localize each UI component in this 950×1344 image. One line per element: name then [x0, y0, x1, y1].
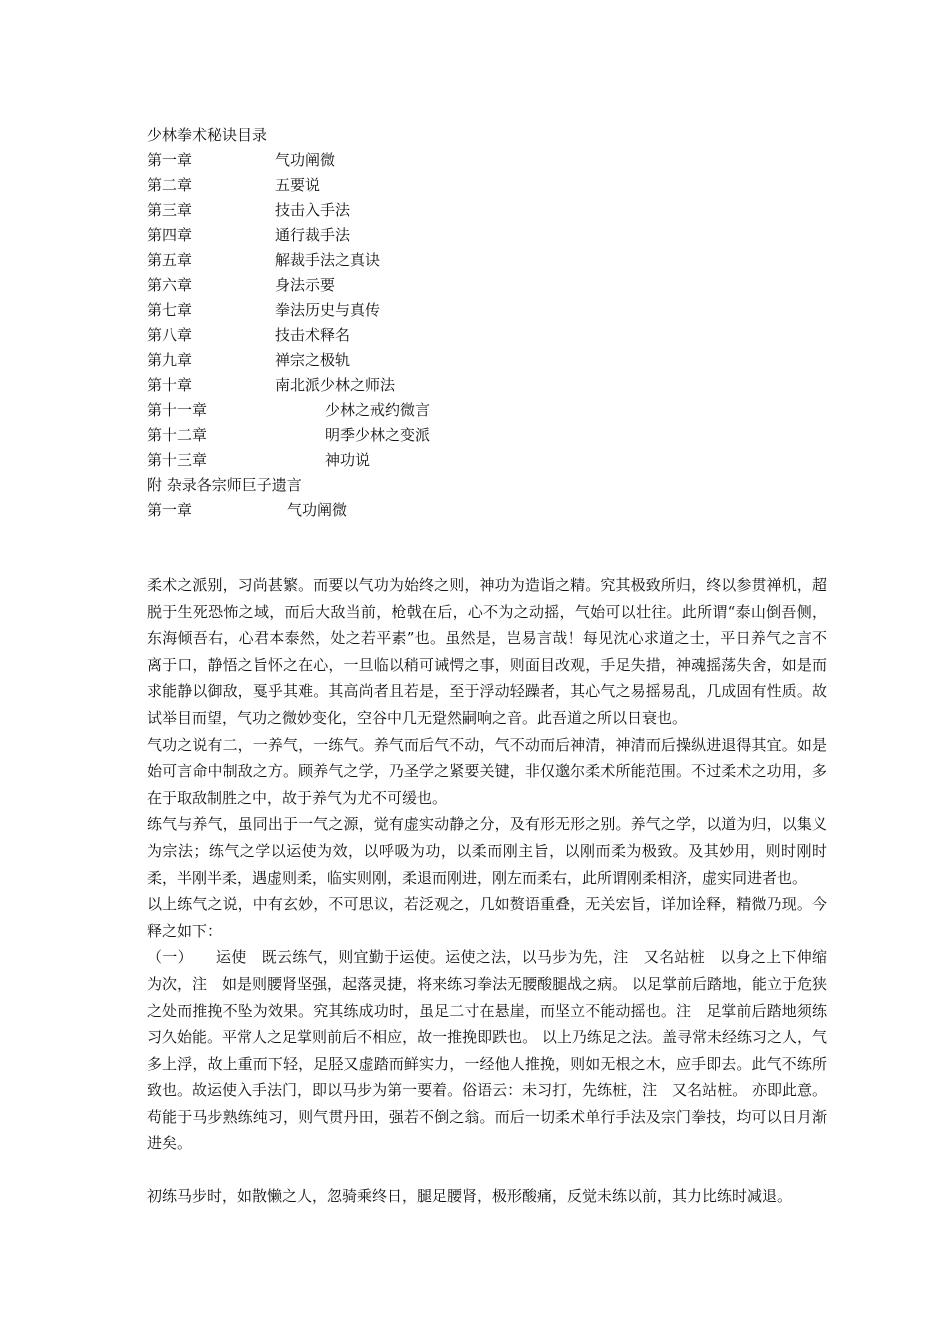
- toc-chapter-title: 少林之戒约微言: [325, 401, 431, 419]
- body-paragraph: 初练马步时，如散懒之人，忽骑乘终日，腿足腰肾，极形酸痛，反觉未练以前，其力比练时减退。: [147, 1187, 793, 1206]
- toc-entry: [147, 173, 747, 198]
- toc-entry: [147, 273, 747, 298]
- toc-chapter-number: 第六章: [147, 276, 193, 294]
- toc-chapter-number: 第一章: [147, 151, 193, 169]
- toc-entry: [147, 348, 747, 373]
- toc-entry: [147, 423, 747, 448]
- body-paragraph: 气功之说有二，一养气，一练气。养气而后气不动，气不动而后神清，神清而后操纵进退得其宜。如是始可言命中制敌之方。顾养气之学，乃圣学之紧要关键，非仅邈尔柔术所能范围。不过柔术之功用，多在于取敌制胜之中，故于养气为尤不可缓也。: [147, 735, 827, 807]
- toc-chapter-title: 技击术释名: [275, 326, 351, 344]
- table-of-contents: [147, 148, 747, 473]
- toc-entry: [147, 148, 747, 173]
- toc-entry: [147, 373, 747, 398]
- chapter-heading: [147, 498, 747, 523]
- chapter-heading-number: 第一章: [147, 501, 193, 519]
- toc-chapter-number: 第二章: [147, 176, 193, 194]
- toc-chapter-number: 第九章: [147, 351, 193, 369]
- toc-appendix: 附 杂录各宗师巨子遗言: [147, 476, 302, 494]
- toc-chapter-number: 第三章: [147, 201, 193, 219]
- toc-chapter-title: 明季少林之变派: [325, 426, 431, 444]
- toc-entry: [147, 248, 747, 273]
- body-paragraph: 练气与养气，虽同出于一气之源，觉有虚实动静之分，及有形无形之别。养气之学，以道为归，以集义为宗法；练气之学以运使为效，以呼吸为功，以柔而刚主旨，以刚而柔为极致。及其妙用，则时刚时柔，半刚半柔，遇虚则柔，临实则刚，柔退而刚进，刚左而柔右，此所谓刚柔相济，虚实同进者也。: [147, 815, 827, 887]
- chapter-heading-title: 气功阐微: [287, 501, 348, 519]
- toc-entry: [147, 198, 747, 223]
- toc-chapter-title: 南北派少林之师法: [275, 376, 396, 394]
- toc-chapter-number: 第四章: [147, 226, 193, 244]
- toc-chapter-title: 技击入手法: [275, 201, 351, 219]
- toc-chapter-title: 通行裁手法: [275, 226, 351, 244]
- toc-chapter-title: 五要说: [275, 176, 321, 194]
- toc-entry: [147, 298, 747, 323]
- toc-title: 少林拳术秘诀目录: [147, 126, 268, 144]
- toc-chapter-number: 第八章: [147, 326, 193, 344]
- toc-entry: [147, 323, 747, 348]
- toc-entry: [147, 398, 747, 423]
- toc-entry: [147, 448, 747, 473]
- toc-chapter-title: 解裁手法之真诀: [275, 251, 381, 269]
- toc-chapter-number: 第十三章: [147, 451, 208, 469]
- chapter-body: [147, 572, 827, 1210]
- toc-entry: [147, 223, 747, 248]
- body-paragraph: （一） 运使 既云练气，则宜勤于运使。运使之法，以马步为先，注 又名站桩 以身之上下伸缩为次，注 如是则腰肾坚强，起落灵捷，将来练习拳法无腰酸腿战之病。 以足掌前后踏地，能立于危狭之处而推挽不坠为效果。究其练成功时，虽足二寸在悬崖，而坚立不能动摇也。注 足掌前后踏地须练习久始能。平常人之足掌则前后不相应，故一推挽即跌也。 以上乃练足之法。盖寻常未经练习之人，气多上浮，故上重而下轻，足胫又虚踏而鲜实力，一经他人推挽，则如无根之木，应手即去。此气不练所致也。故运使入手法门，即以马步为第一要着。俗语云：未习打，先练桩，注 又名站桩。 亦即此意。苟能于马步熟练纯习，则气贯丹田，强若不倒之翁。而后一切柔术单行手法及宗门拳技，均可以日月渐进矣。: [147, 948, 827, 1153]
- toc-chapter-number: 第十章: [147, 376, 193, 394]
- body-paragraph: 以上练气之说，中有玄妙，不可思议，若泛观之，几如赘语重叠，无关宏旨，详加诠释，精微乃现。今释之如下：: [147, 895, 827, 940]
- toc-chapter-title: 气功阐微: [275, 151, 336, 169]
- toc-chapter-number: 第十一章: [147, 401, 208, 419]
- toc-chapter-title: 拳法历史与真传: [275, 301, 381, 319]
- chapter-heading-row: [147, 498, 747, 523]
- body-paragraph: 柔术之派别，习尚甚繁。而要以气功为始终之则，神功为造诣之精。究其极致所归，终以参贯禅机，超脱于生死恐怖之域，而后大敌当前，枪戟在后，心不为之动摇，气始可以壮往。此所谓“泰山倒吾侧，东海倾吾右，心君本泰然，处之若平素”也。虽然是，岂易言哉！每见沈心求道之士，平日养气之言不离于口，静悟之旨怀之在心，一旦临以稍可诫愕之事，则面目改观，手足失措，神魂摇荡失舍，如是而求能静以御敌，戛乎其难。其高尚者且若是，至于浮动轻躁者，其心气之易摇易乱，几成固有性质。故试举目而望，气功之微妙变化，空谷中几无跫然嗣响之音。此吾道之所以日衰也。: [147, 576, 827, 727]
- toc-chapter-title: 神功说: [325, 451, 371, 469]
- toc-chapter-title: 身法示要: [275, 276, 336, 294]
- toc-chapter-number: 第十二章: [147, 426, 208, 444]
- toc-chapter-title: 禅宗之极轨: [275, 351, 351, 369]
- toc-chapter-number: 第五章: [147, 251, 193, 269]
- toc-chapter-number: 第七章: [147, 301, 193, 319]
